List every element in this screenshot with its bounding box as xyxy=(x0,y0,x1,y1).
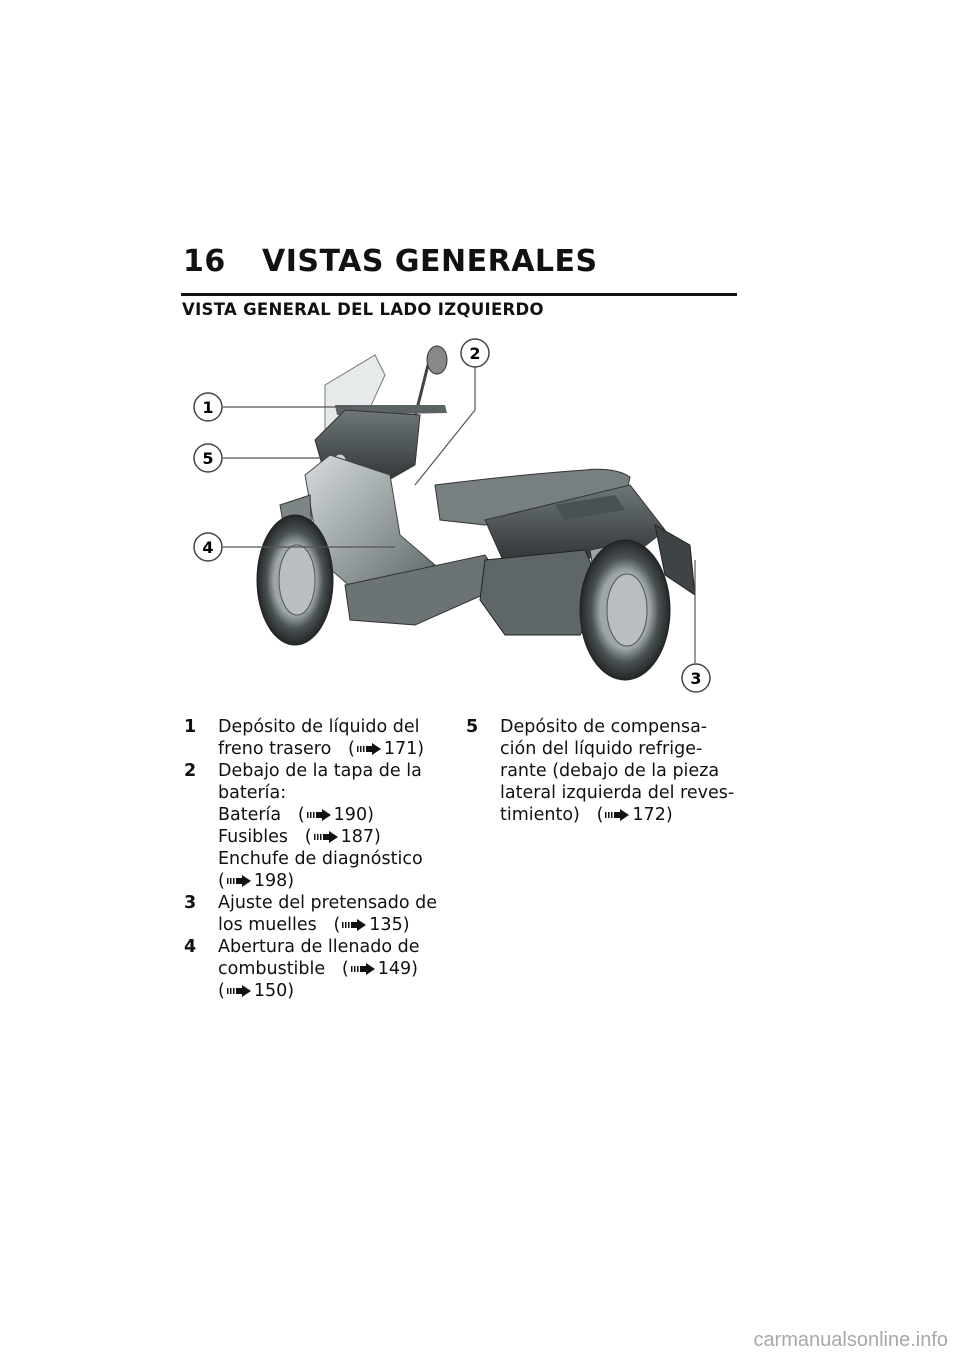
page-reference-link[interactable]: ( 187) xyxy=(293,827,381,847)
item-text: ción del líquido refrige- xyxy=(500,739,703,759)
callout-1 xyxy=(194,393,222,421)
item-text: Enchufe de diagnóstico xyxy=(218,849,423,869)
legend-list-right xyxy=(466,716,736,826)
item-text: los muelles xyxy=(218,915,317,935)
item-text: batería: xyxy=(218,783,287,803)
page-arrow-icon xyxy=(605,809,629,821)
item-text: freno trasero xyxy=(218,739,332,759)
page-reference-link[interactable]: ( 149) xyxy=(330,959,418,979)
page-reference-link[interactable]: ( 171) xyxy=(336,739,425,759)
item-text: combustible xyxy=(218,959,326,979)
svg-text:5: 5 xyxy=(202,449,214,468)
item-number: 3 xyxy=(184,893,197,913)
section-title: VISTA GENERAL DEL LADO IZQUIERDO xyxy=(182,300,544,319)
page-reference-link[interactable]: ( 198) xyxy=(218,871,295,891)
page-reference-link[interactable]: ( 150) xyxy=(218,981,295,1001)
page-arrow-icon xyxy=(227,875,251,887)
callout-4 xyxy=(194,533,222,561)
item-text: Depósito de compensa- xyxy=(500,717,708,737)
page-arrow-icon xyxy=(307,809,331,821)
chapter-title: VISTAS GENERALES xyxy=(262,244,598,279)
legend-list-left xyxy=(184,716,444,1002)
callout-5 xyxy=(194,444,222,472)
header-rule xyxy=(181,293,737,296)
item-text: Debajo de la tapa de la xyxy=(218,761,422,781)
item-text: Ajuste del pretensado de xyxy=(218,893,438,913)
page-arrow-icon xyxy=(357,743,381,755)
page-arrow-icon xyxy=(227,985,251,997)
item-text: rante (debajo de la pieza xyxy=(500,761,720,781)
page-arrow-icon xyxy=(314,831,338,843)
scooter-illustration xyxy=(185,335,730,700)
callout-3 xyxy=(682,664,710,692)
list-item xyxy=(184,936,444,1002)
item-text: Batería xyxy=(218,805,282,825)
svg-text:3: 3 xyxy=(690,669,702,688)
svg-text:2: 2 xyxy=(469,344,481,363)
callout-2 xyxy=(461,339,489,367)
watermark: carmanualsonline.info xyxy=(753,1329,948,1351)
list-item xyxy=(184,892,444,936)
item-text: lateral izquierda del reves- xyxy=(500,783,735,803)
item-text: Abertura de llenado de xyxy=(218,937,420,957)
item-text: timiento) xyxy=(500,805,580,825)
svg-text:1: 1 xyxy=(202,398,214,417)
item-number: 4 xyxy=(184,937,197,957)
item-number: 2 xyxy=(184,761,197,781)
page-reference-link[interactable]: ( 190) xyxy=(286,805,374,825)
page-arrow-icon xyxy=(351,963,375,975)
list-item xyxy=(184,760,444,892)
item-number: 5 xyxy=(466,717,479,737)
item-text: Fusibles xyxy=(218,827,289,847)
list-item xyxy=(466,716,736,826)
page-reference-link[interactable]: ( 135) xyxy=(322,915,410,935)
list-item xyxy=(184,716,444,760)
item-number: 1 xyxy=(184,717,197,737)
svg-text:4: 4 xyxy=(202,538,214,557)
page-arrow-icon xyxy=(342,919,366,931)
item-text: Depósito de líquido del xyxy=(218,717,420,737)
page-number: 16 xyxy=(183,244,226,279)
page-reference-link[interactable]: ( 172) xyxy=(585,805,673,825)
